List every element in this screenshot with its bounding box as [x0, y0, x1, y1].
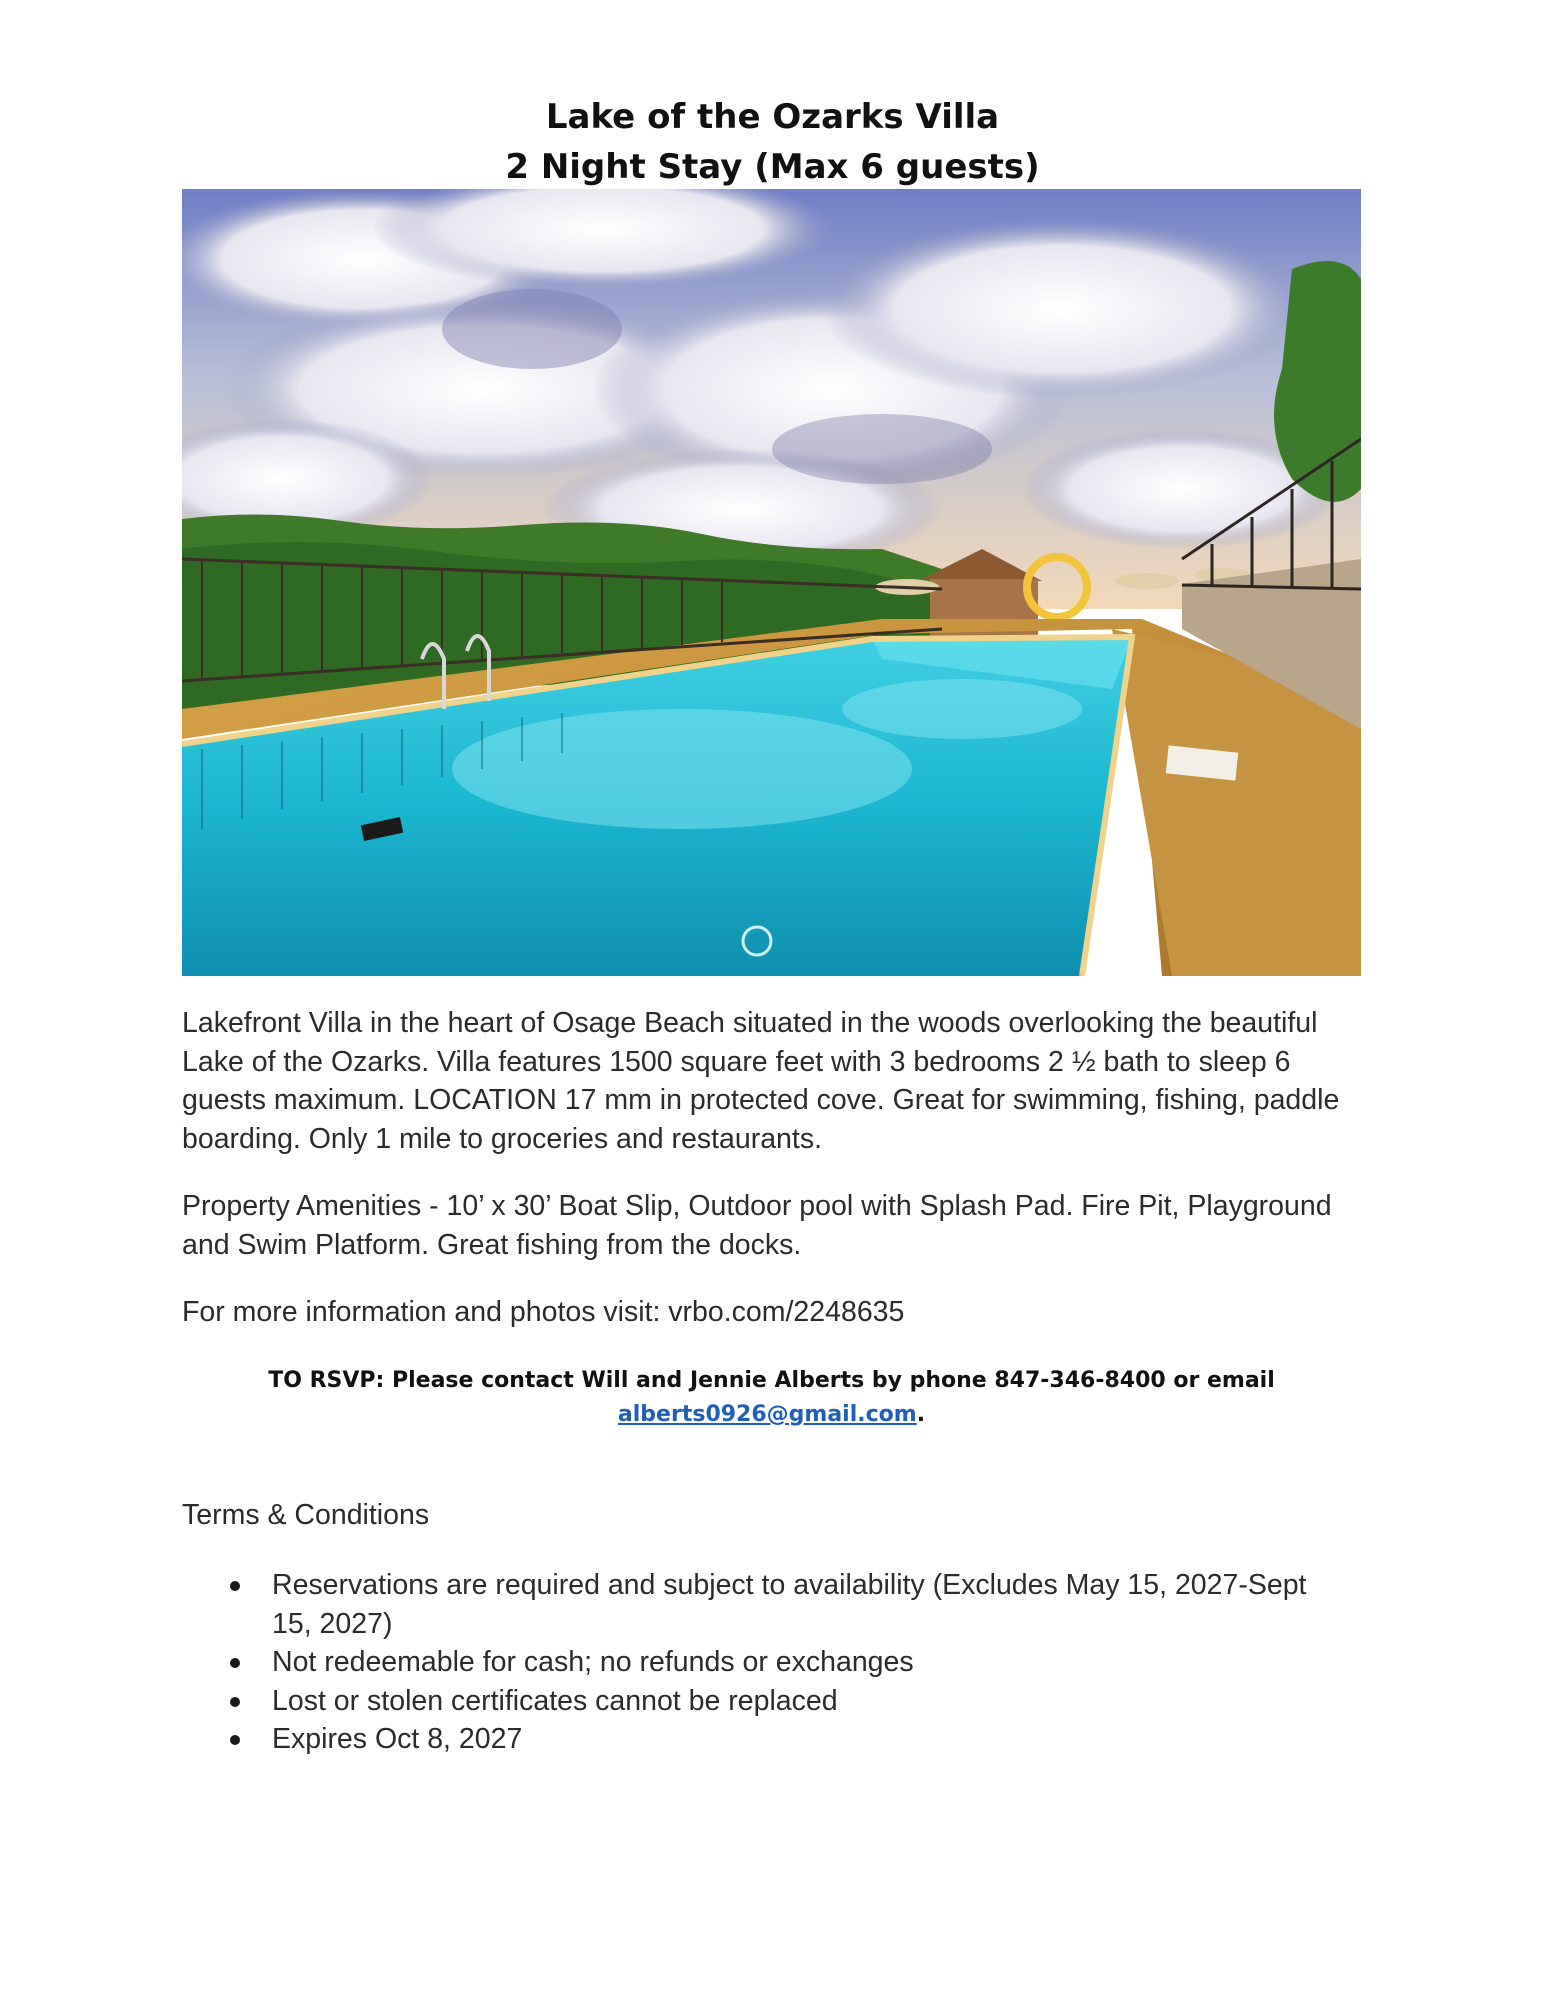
rsvp-trailing: .: [916, 1402, 926, 1427]
pool-photo: [182, 189, 1361, 976]
more-info-text: For more information and photos visit: vrbo.com/2248635: [182, 1296, 905, 1328]
rsvp-text: TO RSVP: Please contact Will and Jennie Alberts by phone 847-346-8400 or email: [268, 1368, 1275, 1393]
list-item: [182, 1682, 1372, 1721]
bullet-icon: [230, 1697, 240, 1707]
rsvp-block: [182, 1364, 1361, 1432]
page-title: [0, 92, 1545, 192]
list-item: [182, 1566, 1372, 1643]
terms-item-text: Lost or stolen certificates cannot be replaced: [272, 1684, 838, 1717]
terms-heading: Terms & Conditions: [182, 1499, 430, 1531]
rsvp-email-line: [182, 1398, 1361, 1432]
villa-description: Lakefront Villa in the heart of Osage Beach situated in the woods overlooking the beautiful Lake of the Ozarks. Villa features 1500 square feet with 3 bedrooms 2 ½ bath to sleep 6 guests maximum. LOCATION 17 mm in protected cove. Great for swimming, fishing, paddle boarding. Only 1 mile to groceries and restaurants.: [182, 1007, 1340, 1155]
bullet-icon: [230, 1658, 240, 1668]
list-item: [182, 1643, 1372, 1682]
list-item: [182, 1720, 1372, 1759]
terms-item-text: Expires Oct 8, 2027: [272, 1723, 523, 1755]
bullet-icon: [230, 1735, 240, 1745]
terms-item-text: Not redeemable for cash; no refunds or exchanges: [272, 1646, 914, 1678]
title-line-1: Lake of the Ozarks Villa: [545, 97, 1000, 137]
title-line-2: 2 Night Stay (Max 6 guests): [505, 147, 1040, 187]
bullet-icon: [230, 1581, 240, 1591]
terms-list: [182, 1566, 1372, 1759]
terms-item-text: Reservations are required and subject to availability (Excludes May 15, 2027-Sept 15, 2027): [272, 1569, 1307, 1640]
rsvp-email-link[interactable]: alberts0926@gmail.com: [617, 1402, 917, 1427]
property-amenities: Property Amenities - 10’ x 30’ Boat Slip, Outdoor pool with Splash Pad. Fire Pit, Playground and Swim Platform. Great fishing from the docks.: [182, 1190, 1332, 1261]
